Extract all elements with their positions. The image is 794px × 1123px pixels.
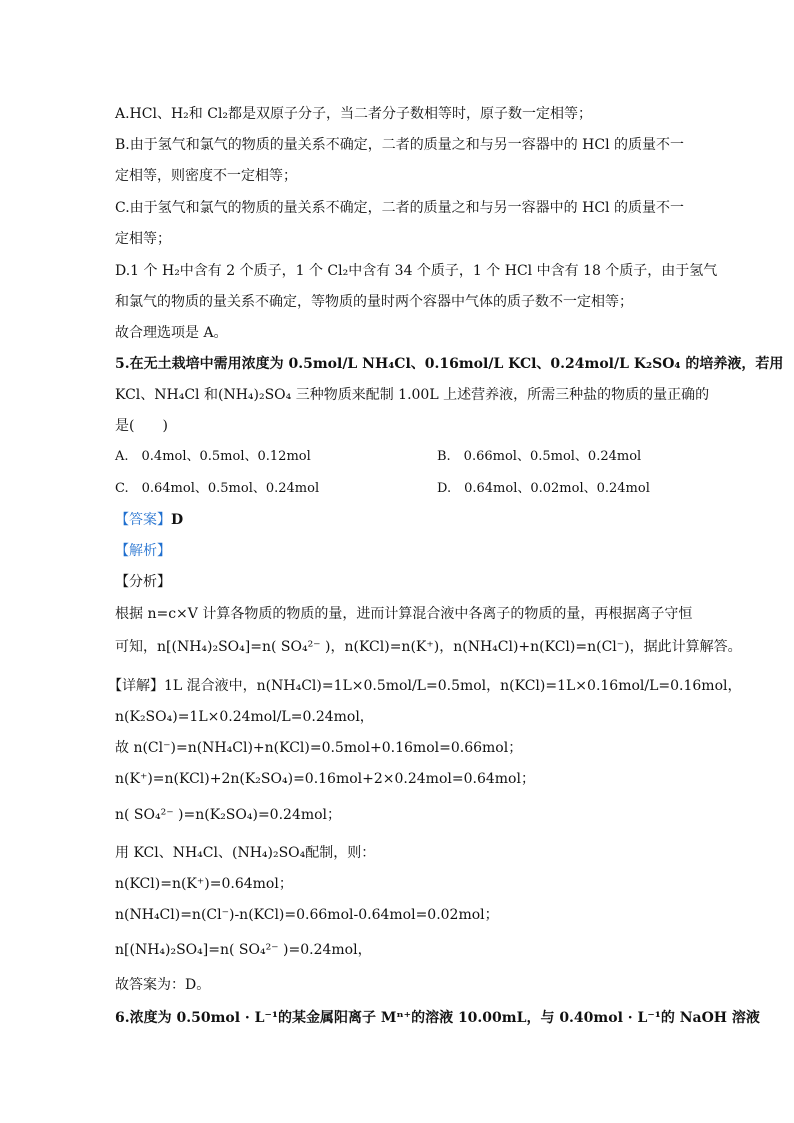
line-b1: B.由于氢气和氯气的物质的量关系不确定，二者的质量之和与另一容器中的 HCl 的质量不一 [115,137,685,153]
detail-line-4: n(K⁺)=n(KCl)+2n(K₂SO₄)=0.16mol+2×0.24mol=0.64mol； [115,771,535,787]
option-d: D. 0.64mol、0.02mol、0.24mol [437,481,650,496]
line-a: A.HCl、H₂和 Cl₂都是双原子分子，当二者分子数相等时，原子数一定相等； [115,106,593,122]
answer-line [115,511,183,529]
detail-label: 【详解】 [108,678,164,694]
detail-line-1 [108,677,742,695]
fenxi-line-2: 可知，n[(NH₄)₂SO₄]=n( SO₄²⁻ )，n(KCl)=n(K⁺)，n(NH₄Cl)+n(KCl)=n(Cl⁻)，据此计算解答。 [115,639,742,655]
detail-line-9: n[(NH₄)₂SO₄]=n( SO₄²⁻ )=0.24mol， [115,942,372,958]
detail-line-7: n(KCl)=n(K⁺)=0.64mol； [115,876,293,892]
q6-stem: 6.浓度为 0.50mol · L⁻¹的某金属阳离子 Mⁿ⁺的溶液 10.00mL，与 0.40mol · L⁻¹的 NaOH 溶液 [115,1010,760,1026]
detail-line-3: 故 n(Cl⁻)=n(NH₄Cl)+n(KCl)=0.5mol+0.16mol=0.66mol； [115,740,523,756]
line-conclusion: 故合理选项是 A。 [115,325,228,341]
q5-stem-2: KCl、NH₄Cl 和(NH₄)₂SO₄ 三种物质来配制 1.00L 上述营养液，所需三种盐的物质的量正确的 [115,387,710,403]
option-a: A. 0.4mol、0.5mol、0.12mol [115,449,311,464]
detail-line-5: n( SO₄²⁻ )=n(K₂SO₄)=0.24mol； [115,807,342,823]
line-c2: 定相等； [115,231,171,247]
detail-line-2: n(K₂SO₄)=1L×0.24mol/L=0.24mol， [115,709,374,725]
answer-label: 【答案】 [115,512,171,528]
line-b2: 定相等，则密度不一定相等； [115,168,297,184]
line-d2: 和氯气的物质的量关系不确定，等物质的量时两个容器中气体的质子数不一定相等； [115,294,633,310]
q5-stem-3: 是( ) [115,418,168,434]
fenxi-line-1: 根据 n=c×V 计算各物质的物质的量，进而计算混合液中各离子的物质的量，再根据离子守恒 [115,606,693,622]
analysis-label: 【解析】 [115,543,171,559]
detail-text: 1L 混合液中，n(NH₄Cl)=1L×0.5mol/L=0.5mol，n(KCl)=1L×0.16mol/L=0.16mol， [164,678,742,694]
fenxi-label: 【分析】 [115,574,171,590]
line-d1: D.1 个 H₂中含有 2 个质子，1 个 Cl₂中含有 34 个质子，1 个 HCl 中含有 18 个质子，由于氢气 [115,263,718,279]
option-b: B. 0.66mol、0.5mol、0.24mol [437,449,642,464]
line-c1: C.由于氢气和氯气的物质的量关系不确定，二者的质量之和与另一容器中的 HCl 的质量不一 [115,200,684,216]
q5-stem-1: 5.在无土栽培中需用浓度为 0.5mol/L NH₄Cl、0.16mol/L KCl、0.24mol/L K₂SO₄ 的培养液，若用 [115,356,784,372]
detail-line-10: 故答案为：D。 [115,977,211,993]
detail-line-6: 用 KCl、NH₄Cl、(NH₄)₂SO₄配制，则： [115,845,376,861]
option-c: C. 0.64mol、0.5mol、0.24mol [115,481,320,496]
detail-line-8: n(NH₄Cl)=n(Cl⁻)-n(KCl)=0.66mol-0.64mol=0.02mol； [115,907,499,923]
answer-value: D [171,512,184,528]
